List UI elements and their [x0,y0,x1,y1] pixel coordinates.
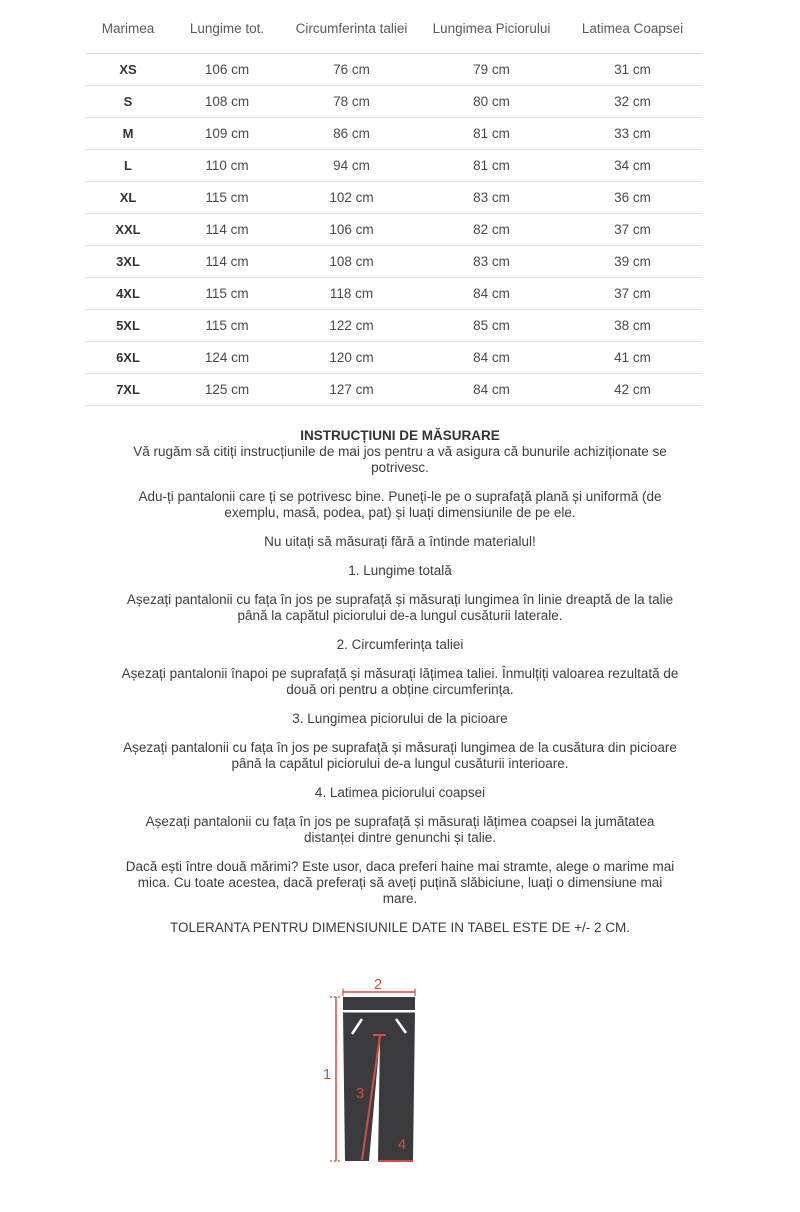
measurement-value-cell: 85 cm [420,310,563,342]
measurement-value-cell: 41 cm [563,342,702,374]
size-label-cell: 4XL [85,278,171,310]
measurement-value-cell: 127 cm [283,374,420,406]
size-guide-page [0,12,800,1212]
measurement-value-cell: 82 cm [420,214,563,246]
column-header: Lungimea Piciorului [420,12,563,54]
size-label-cell: L [85,150,171,182]
measurement-value-cell: 115 cm [171,278,283,310]
instruction-step-heading: 2. Circumferința taliei [336,637,464,652]
pants-waistband [343,997,415,1010]
measurement-value-cell: 33 cm [563,118,702,150]
measurement-value-cell: 83 cm [420,246,563,278]
measurement-value-cell: 94 cm [283,150,420,182]
size-table-row [85,182,702,214]
size-label-cell: 3XL [85,246,171,278]
column-header: Lungime tot. [171,12,283,54]
total-length-label: 1 [322,1066,332,1083]
size-table-row [85,342,702,374]
waist-width-label: 2 [373,976,383,993]
size-label-cell: 7XL [85,374,171,406]
size-table-row [85,86,702,118]
measurement-value-cell: 124 cm [171,342,283,374]
measurement-value-cell: 31 cm [563,54,702,86]
instruction-paragraph: Așezați pantalonii înapoi pe suprafață și măsurați lățimea taliei. Înmulțiți valoarea rezultată de două ori pentru a obține circumferința. [121,666,679,697]
size-table [85,12,702,406]
pants-diagram-svg [320,976,430,1163]
measurement-value-cell: 38 cm [563,310,702,342]
inseam-label: 3 [355,1085,365,1102]
measurement-value-cell: 115 cm [171,182,283,214]
measurement-value-cell: 80 cm [420,86,563,118]
measurement-value-cell: 114 cm [171,246,283,278]
measurement-value-cell: 84 cm [420,278,563,310]
size-table-row [85,150,702,182]
measurement-value-cell: 110 cm [171,150,283,182]
measurement-value-cell: 106 cm [283,214,420,246]
measurement-value-cell: 36 cm [563,182,702,214]
measurement-value-cell: 32 cm [563,86,702,118]
measurement-value-cell: 84 cm [420,342,563,374]
measurement-value-cell: 34 cm [563,150,702,182]
thigh-width-label: 4 [397,1136,407,1153]
measurement-value-cell: 118 cm [283,278,420,310]
instructions-title: INSTRUCȚIUNI DE MĂSURARE [300,428,500,443]
column-header: Circumferinta taliei [283,12,420,54]
size-label-cell: XXL [85,214,171,246]
size-table-row [85,214,702,246]
size-label-cell: 6XL [85,342,171,374]
measurement-value-cell: 37 cm [563,214,702,246]
size-table-row [85,310,702,342]
instruction-step-heading: 1. Lungime totală [348,563,452,578]
measurement-value-cell: 108 cm [283,246,420,278]
instruction-paragraph: Dacă ești între două mărimi? Este usor, daca preferi haine mai stramte, alege o marime mai mica. Cu toate acestea, dacă preferați să aveți puțină slăbiciune, luați o dimensiune mai mare. [125,859,675,906]
measurement-value-cell: 81 cm [420,150,563,182]
measurement-value-cell: 108 cm [171,86,283,118]
measurement-value-cell: 83 cm [420,182,563,214]
size-table-row [85,278,702,310]
measurement-value-cell: 86 cm [283,118,420,150]
size-table-row [85,374,702,406]
measurement-value-cell: 79 cm [420,54,563,86]
instruction-paragraph: Așezați pantalonii cu fața în jos pe suprafață și măsurați lungimea în linie dreaptă de la talie până la capătul piciorului de-a lungul cusăturii laterale. [126,592,674,623]
instruction-paragraph: TOLERANTA PENTRU DIMENSIUNILE DATE IN TABEL ESTE DE +/- 2 CM. [170,920,630,935]
column-header: Marimea [85,12,171,54]
size-table-row [85,246,702,278]
measurement-value-cell: 39 cm [563,246,702,278]
measurement-value-cell: 42 cm [563,374,702,406]
measurement-value-cell: 109 cm [171,118,283,150]
size-label-cell: M [85,118,171,150]
size-label-cell: 5XL [85,310,171,342]
measurement-value-cell: 122 cm [283,310,420,342]
instruction-paragraph: Nu uitați să măsurați fără a întinde materialul! [264,534,536,549]
measurement-value-cell: 81 cm [420,118,563,150]
measurement-value-cell: 120 cm [283,342,420,374]
pants-measurement-diagram [320,976,430,1163]
size-label-cell: XS [85,54,171,86]
instruction-paragraph: Așezați pantalonii cu fața în jos pe suprafață și măsurați lungimea de la cusătura din picioare până la capătul piciorului de-a lungul cusăturii interioare. [123,740,677,771]
measurement-value-cell: 114 cm [171,214,283,246]
instruction-paragraph: Vă rugăm să citiți instrucțiunile de mai jos pentru a vă asigura că bunurile achiziționate se potrivesc. [133,444,667,475]
measurement-value-cell: 84 cm [420,374,563,406]
measurement-value-cell: 102 cm [283,182,420,214]
measurement-value-cell: 78 cm [283,86,420,118]
size-table-header-row [85,12,702,54]
size-table-row [85,54,702,86]
size-label-cell: XL [85,182,171,214]
size-label-cell: S [85,86,171,118]
measurement-value-cell: 106 cm [171,54,283,86]
instruction-paragraph: Așezați pantalonii cu fața în jos pe suprafață și măsurați lățimea coapsei la jumătatea distanței dintre genunchi și talie. [145,814,655,845]
measurement-value-cell: 125 cm [171,374,283,406]
measurement-value-cell: 76 cm [283,54,420,86]
measurement-value-cell: 115 cm [171,310,283,342]
instruction-step-heading: 3. Lungimea piciorului de la picioare [292,711,508,726]
column-header: Latimea Coapsei [563,12,702,54]
measurement-value-cell: 37 cm [563,278,702,310]
instruction-step-heading: 4. Latimea piciorului coapsei [314,785,486,800]
instruction-paragraph: Adu-ți pantalonii care ți se potrivesc bine. Puneți-le pe o suprafață plană și uniformă (de exemplu, masă, podea, pat) și luați dimensiunile de pe ele. [138,489,662,520]
measurement-instructions [120,428,680,936]
size-table-row [85,118,702,150]
